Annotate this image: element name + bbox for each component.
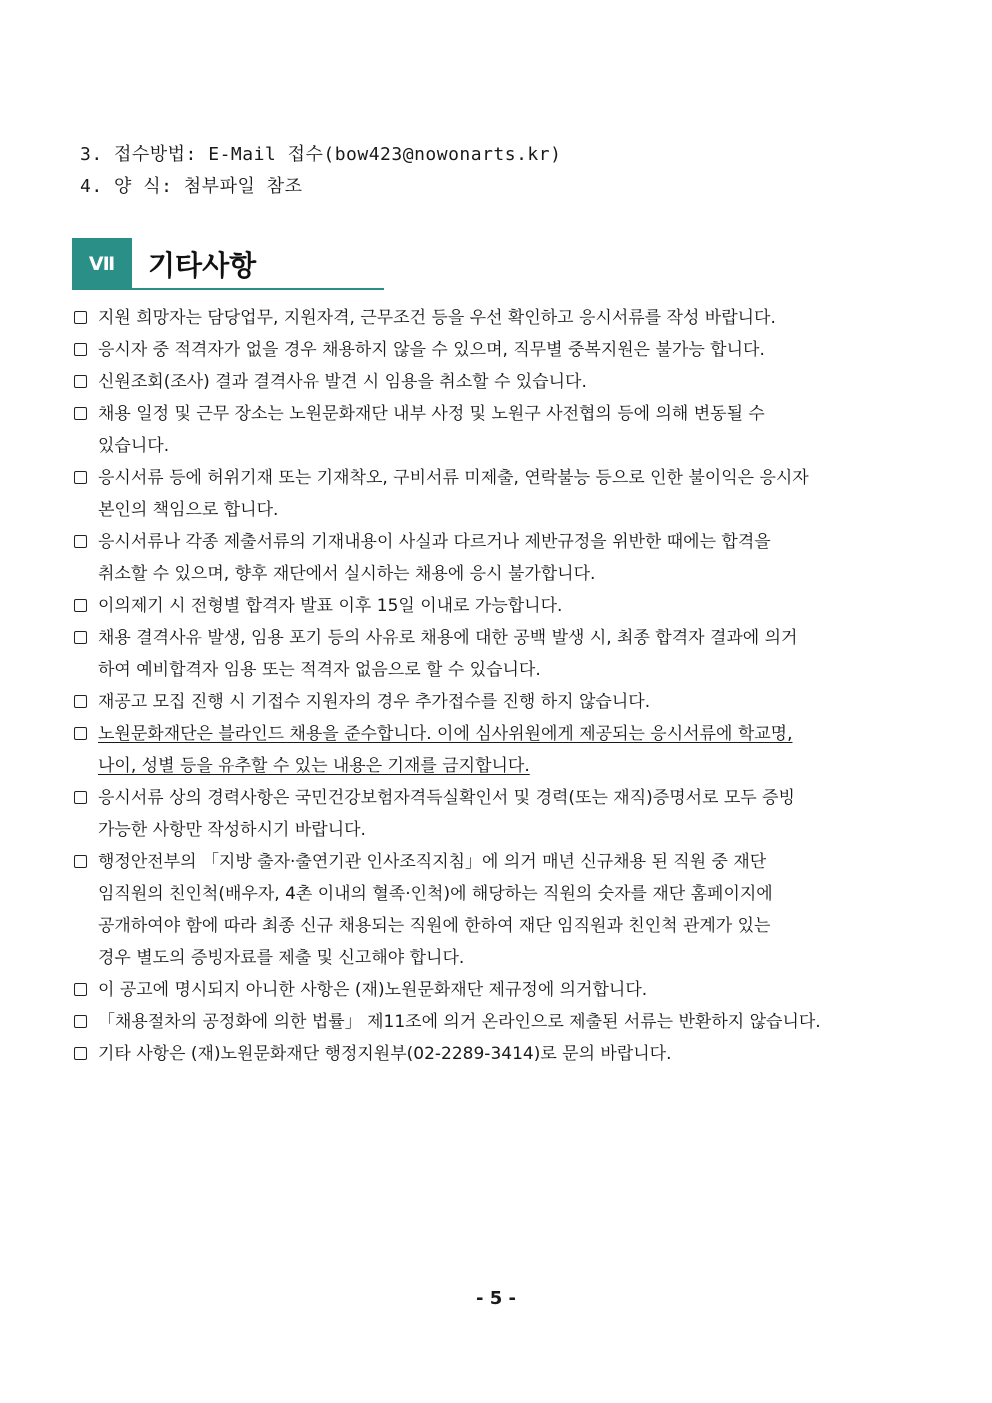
list-item-text: 응시서류 상의 경력사항은 국민건강보험자격득실확인서 및 경력(또는 재직)증명서로 모두 증빙 (98, 788, 795, 808)
form-line: 4. 양 식: 첨부파일 참조 (80, 176, 303, 197)
notice-list (72, 302, 932, 1070)
list-item (72, 846, 932, 974)
list-item-text: 응시서류나 각종 제출서류의 기재내용이 사실과 다르거나 제반규정을 위반한 때에는 합격을 (98, 532, 771, 552)
list-item (72, 686, 932, 718)
checkbox-square-icon (74, 535, 87, 548)
receipt-method-line: 3. 접수방법: E-Mail 접수(bow423@nowonarts.kr) (80, 144, 562, 165)
list-item (72, 398, 932, 462)
list-item (72, 462, 932, 526)
list-item-text: 공개하여야 함에 따라 최종 신규 채용되는 직원에 한하여 재단 임직원과 친인척 관계가 있는 (98, 916, 771, 936)
list-item (72, 718, 932, 782)
list-item-text: 행정안전부의 「지방 출자·출연기관 인사조직지침」에 의거 매년 신규채용 된 직원 중 재단 (98, 852, 767, 872)
list-item (72, 526, 932, 590)
checkbox-square-icon (74, 791, 87, 804)
list-item-text: 이 공고에 명시되지 아니한 사항은 (재)노원문화재단 제규정에 의거합니다. (98, 980, 648, 1000)
list-item-text: 응시자 중 적격자가 없을 경우 채용하지 않을 수 있으며, 직무별 중복지원은 불가능 합니다. (98, 340, 765, 360)
list-item-text: 임직원의 친인척(배우자, 4촌 이내의 혈족·인척)에 해당하는 직원의 숫자를 재단 홈페이지에 (98, 884, 773, 904)
checkbox-square-icon (74, 855, 87, 868)
list-item-text: 채용 결격사유 발생, 임용 포기 등의 사유로 채용에 대한 공백 발생 시, 최종 합격자 결과에 의거 (98, 628, 798, 648)
list-item-text: 하여 예비합격자 임용 또는 적격자 없음으로 할 수 있습니다. (98, 660, 541, 680)
list-item-text: 응시서류 등에 허위기재 또는 기재착오, 구비서류 미제출, 연락불능 등으로 인한 불이익은 응시자 (98, 468, 809, 488)
list-item-text: 지원 희망자는 담당업무, 지원자격, 근무조건 등을 우선 확인하고 응시서류를 작성 바랍니다. (98, 308, 776, 328)
checkbox-square-icon (74, 727, 87, 740)
list-item-text: 이의제기 시 전형별 합격자 발표 이후 15일 이내로 가능합니다. (98, 596, 563, 616)
list-item (72, 366, 932, 398)
list-item-text: 취소할 수 있으며, 향후 재단에서 실시하는 채용에 응시 불가합니다. (98, 564, 596, 584)
list-item-text: 나이, 성별 등을 유추할 수 있는 내용은 기재를 금지합니다. (98, 756, 530, 776)
section-number-badge: Ⅶ (72, 238, 132, 290)
checkbox-square-icon (74, 407, 87, 420)
list-item-text: 신원조회(조사) 결과 결격사유 발견 시 임용을 취소할 수 있습니다. (98, 372, 587, 392)
section-title: 기타사항 (148, 249, 257, 282)
list-item-text: 노원문화재단은 블라인드 채용을 준수합니다. 이에 심사위원에게 제공되는 응시서류에 학교명, (98, 724, 793, 744)
list-item (72, 1006, 932, 1038)
checkbox-square-icon (74, 311, 87, 324)
checkbox-square-icon (74, 695, 87, 708)
list-item (72, 974, 932, 1006)
list-item-text: 있습니다. (98, 436, 170, 456)
checkbox-square-icon (74, 983, 87, 996)
section-underline (72, 288, 384, 290)
checkbox-square-icon (74, 1047, 87, 1060)
list-item-text: 기타 사항은 (재)노원문화재단 행정지원부(02-2289-3414)로 문의 바랍니다. (98, 1044, 672, 1064)
list-item-text: 본인의 책임으로 합니다. (98, 500, 279, 520)
checkbox-square-icon (74, 1015, 87, 1028)
list-item-text: 채용 일정 및 근무 장소는 노원문화재단 내부 사정 및 노원구 사전협의 등에 의해 변동될 수 (98, 404, 765, 424)
list-item (72, 334, 932, 366)
list-item-text: 재공고 모집 진행 시 기접수 지원자의 경우 추가접수를 진행 하지 않습니다. (98, 692, 651, 712)
section-header (72, 238, 384, 290)
checkbox-square-icon (74, 375, 87, 388)
checkbox-square-icon (74, 631, 87, 644)
list-item (72, 622, 932, 686)
list-item-text: 「채용절차의 공정화에 의한 법률」 제11조에 의거 온라인으로 제출된 서류는 반환하지 않습니다. (98, 1012, 821, 1032)
list-item (72, 302, 932, 334)
page-number: - 5 - (476, 1288, 516, 1309)
list-item (72, 590, 932, 622)
list-item (72, 782, 932, 846)
list-item-text: 경우 별도의 증빙자료를 제출 및 신고해야 합니다. (98, 948, 465, 968)
checkbox-square-icon (74, 599, 87, 612)
list-item-text: 가능한 사항만 작성하시기 바랍니다. (98, 820, 366, 840)
list-item (72, 1038, 932, 1070)
checkbox-square-icon (74, 343, 87, 356)
checkbox-square-icon (74, 471, 87, 484)
